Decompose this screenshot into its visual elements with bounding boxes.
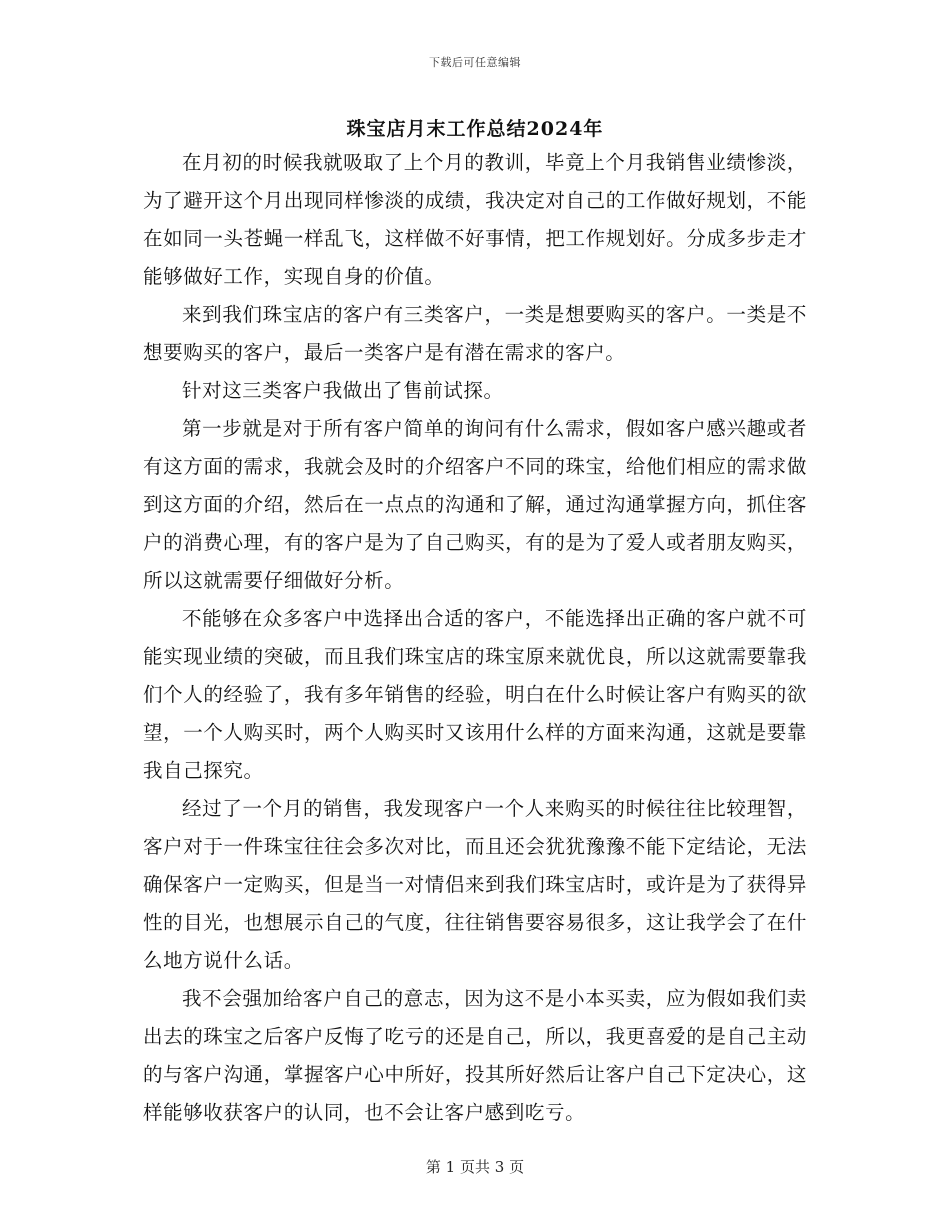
paragraph: 来到我们珠宝店的客户有三类客户，一类是想要购买的客户。一类是不想要购买的客户，最后一类客户是有潜在需求的客户。 [143, 303, 807, 364]
document-title: 珠宝店月末工作总结2024年 [346, 118, 604, 140]
paragraph: 不能够在众多客户中选择出合适的客户，不能选择出正确的客户就不可能实现业绩的突破，而且我们珠宝店的珠宝原来就优良，所以这就需要靠我们个人的经验了，我有多年销售的经验，明白在什么时候让客户有购买的欲望，一个人购买时，两个人购买时又该用什么样的方面来沟通，这就是要靠我自己探究。 [143, 607, 807, 782]
header-note: 下载后可任意编辑 [429, 56, 521, 69]
paragraph: 经过了一个月的销售，我发现客户一个人来购买的时候往往比较理智，客户对于一件珠宝往往会多次对比，而且还会犹犹豫豫不能下定结论，无法确保客户一定购买，但是当一对情侣来到我们珠宝店时，或许是为了获得异性的目光，也想展示自己的气度，往往销售要容易很多，这让我学会了在什么地方说什么话。 [143, 797, 807, 972]
paragraph: 第一步就是对于所有客户简单的询问有什么需求，假如客户感兴趣或者有这方面的需求，我就会及时的介绍客户不同的珠宝，给他们相应的需求做到这方面的介绍，然后在一点点的沟通和了解，通过沟通掌握方向，抓住客户的消费心理，有的客户是为了自己购买，有的是为了爱人或者朋友购买，所以这就需要仔细做好分析。 [143, 417, 807, 592]
paragraph: 我不会强加给客户自己的意志，因为这不是小本买卖，应为假如我们卖出去的珠宝之后客户反悔了吃亏的还是自己，所以，我更喜爱的是自己主动的与客户沟通，掌握客户心中所好，投其所好然后让客户自己下定决心，这样能够收获客户的认同，也不会让客户感到吃亏。 [143, 987, 807, 1124]
paragraph: 针对这三类客户我做出了售前试探。 [182, 379, 504, 402]
document-body [143, 144, 807, 1132]
page-number: 第 1 页共 3 页 [425, 1158, 525, 1176]
paragraph: 在月初的时候我就吸取了上个月的教训，毕竟上个月我销售业绩惨淡，为了避开这个月出现同样惨淡的成绩，我决定对自己的工作做好规划，不能在如同一头苍蝇一样乱飞，这样做不好事情，把工作规划好。分成多步走才能够做好工作，实现自身的价值。 [143, 151, 807, 288]
